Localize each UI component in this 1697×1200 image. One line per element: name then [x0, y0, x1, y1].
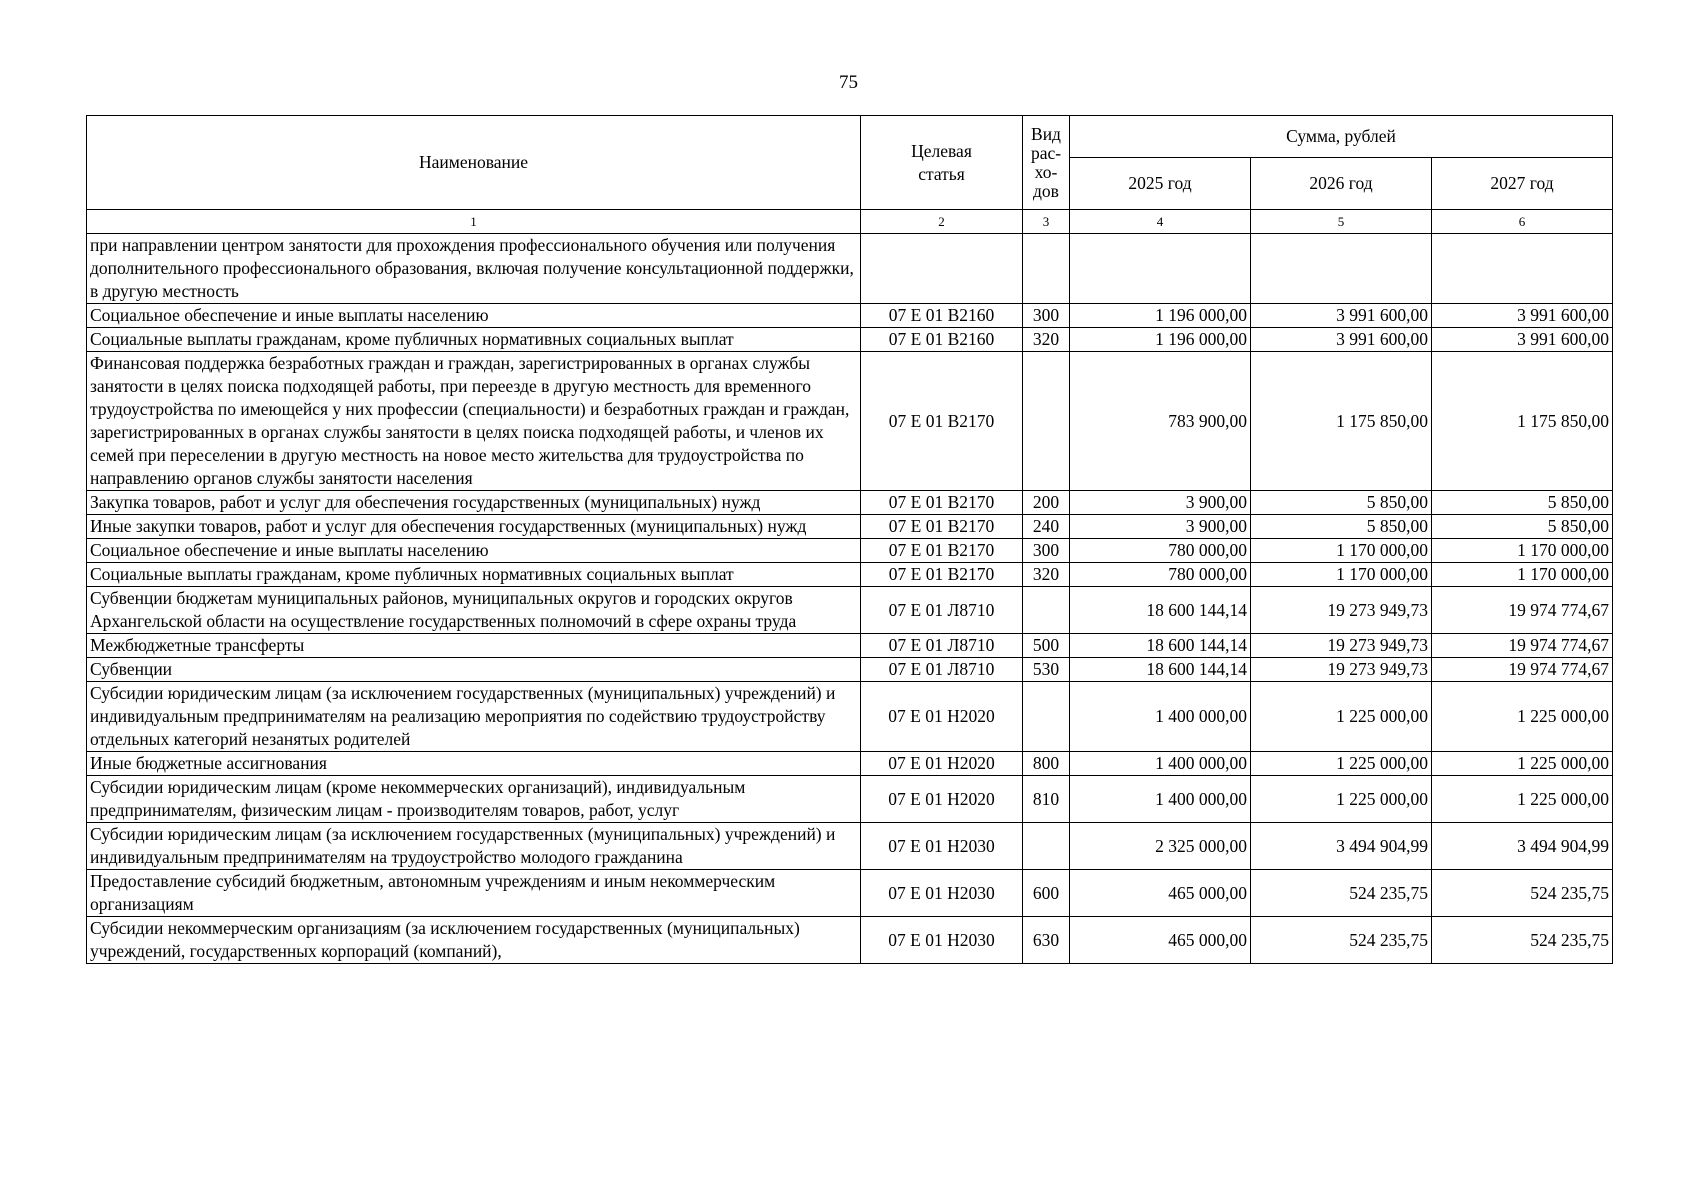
table-row: [87, 563, 1613, 587]
row-amount-2026: 3 494 904,99: [1251, 823, 1432, 870]
page-number: 75: [839, 72, 858, 93]
header-expense-kind: [1023, 116, 1070, 210]
row-expense-kind: 300: [1023, 539, 1070, 563]
row-name: Социальное обеспечение и иные выплаты населению: [87, 539, 861, 563]
header-target-line: Целевая: [911, 140, 972, 161]
row-target-article: 07 Е 01 В2170: [861, 515, 1023, 539]
row-amount-2026: 3 991 600,00: [1251, 304, 1432, 328]
row-expense-kind: 630: [1023, 917, 1070, 964]
row-name: Социальные выплаты гражданам, кроме публичных нормативных социальных выплат: [87, 563, 861, 587]
row-name: Финансовая поддержка безработных граждан и граждан, зарегистрированных в органах службы занятости в целях поиска подходящей работы, при переезде в другую местность для временного трудоустройства по имеющейся у них профессии (специальности) и безработных граждан и граждан, зарегистрированных в органах службы занятости в целях поиска подходящей работы, и членов их семей при переселении в другую местность на новое место жительства для трудоустройства по направлению органов службы занятости населения: [87, 352, 861, 491]
row-target-article: 07 Е 01 В2170: [861, 491, 1023, 515]
row-expense-kind: 320: [1023, 563, 1070, 587]
row-amount-2027: 3 494 904,99: [1432, 823, 1613, 870]
row-target-article: 07 Е 01 В2170: [861, 539, 1023, 563]
row-target-article: 07 Е 01 Н2020: [861, 682, 1023, 752]
row-target-article: 07 Е 01 Л8710: [861, 658, 1023, 682]
table-row: [87, 234, 1613, 304]
table-body: [87, 234, 1613, 964]
table-row: [87, 658, 1613, 682]
row-expense-kind: 810: [1023, 776, 1070, 823]
row-amount-2026: 19 273 949,73: [1251, 634, 1432, 658]
header-year-2025: 2025 год: [1070, 158, 1251, 210]
row-amount-2027: 1 225 000,00: [1432, 776, 1613, 823]
row-expense-kind: 530: [1023, 658, 1070, 682]
row-target-article: 07 Е 01 В2160: [861, 304, 1023, 328]
row-name: Субсидии юридическим лицам (за исключением государственных (муниципальных) учреждений) и индивидуальным предпринимателям на трудоустройство молодого гражданина: [87, 823, 861, 870]
table-row: [87, 634, 1613, 658]
row-amount-2027: 19 974 774,67: [1432, 634, 1613, 658]
row-amount-2027: 1 170 000,00: [1432, 563, 1613, 587]
row-amount-2026: 1 225 000,00: [1251, 682, 1432, 752]
row-name: Субвенции бюджетам муниципальных районов, муниципальных округов и городских округов Архангельской области на осуществление государственных полномочий в сфере охраны труда: [87, 587, 861, 634]
row-expense-kind: [1023, 352, 1070, 491]
table-row: [87, 304, 1613, 328]
row-amount-2025: [1070, 234, 1251, 304]
row-name: при направлении центром занятости для прохождения профессионального обучения или получения дополнительного профессионального образования, включая получение консультационной поддержки, в другую местность: [87, 234, 861, 304]
row-amount-2025: 3 900,00: [1070, 491, 1251, 515]
column-number: 3: [1023, 210, 1070, 234]
row-target-article: 07 Е 01 Н2030: [861, 823, 1023, 870]
row-amount-2026: 19 273 949,73: [1251, 587, 1432, 634]
row-amount-2027: 524 235,75: [1432, 917, 1613, 964]
row-expense-kind: 320: [1023, 328, 1070, 352]
row-expense-kind: 800: [1023, 752, 1070, 776]
row-expense-kind: 300: [1023, 304, 1070, 328]
row-expense-kind: 200: [1023, 491, 1070, 515]
row-expense-kind: [1023, 587, 1070, 634]
row-name: Иные бюджетные ассигнования: [87, 752, 861, 776]
header-target-line: статья: [918, 163, 965, 184]
row-expense-kind: 600: [1023, 870, 1070, 917]
column-number-row: [87, 210, 1613, 234]
row-amount-2027: 1 170 000,00: [1432, 539, 1613, 563]
row-amount-2027: [1432, 234, 1613, 304]
row-expense-kind: [1023, 682, 1070, 752]
budget-table: [86, 115, 1613, 964]
header-year-2026: 2026 год: [1251, 158, 1432, 210]
row-amount-2026: 3 991 600,00: [1251, 328, 1432, 352]
table-row: [87, 917, 1613, 964]
row-amount-2027: 5 850,00: [1432, 515, 1613, 539]
row-amount-2026: 524 235,75: [1251, 917, 1432, 964]
row-expense-kind: 500: [1023, 634, 1070, 658]
row-amount-2025: 18 600 144,14: [1070, 634, 1251, 658]
row-target-article: 07 Е 01 Н2030: [861, 917, 1023, 964]
row-target-article: 07 Е 01 В2170: [861, 563, 1023, 587]
row-name: Социальные выплаты гражданам, кроме публичных нормативных социальных выплат: [87, 328, 861, 352]
row-amount-2027: 5 850,00: [1432, 491, 1613, 515]
row-amount-2027: 3 991 600,00: [1432, 304, 1613, 328]
row-amount-2027: 19 974 774,67: [1432, 658, 1613, 682]
table-row: [87, 328, 1613, 352]
column-number: 2: [861, 210, 1023, 234]
row-amount-2025: 2 325 000,00: [1070, 823, 1251, 870]
table-row: [87, 776, 1613, 823]
header-kind-line: хо-: [1034, 161, 1058, 182]
row-amount-2025: 1 400 000,00: [1070, 776, 1251, 823]
row-amount-2025: 780 000,00: [1070, 563, 1251, 587]
row-amount-2025: 1 196 000,00: [1070, 328, 1251, 352]
row-amount-2025: 1 400 000,00: [1070, 752, 1251, 776]
row-name: Субвенции: [87, 658, 861, 682]
row-target-article: 07 Е 01 Л8710: [861, 634, 1023, 658]
row-name: Субсидии некоммерческим организациям (за исключением государственных (муниципальных) учреждений, государственных корпораций (компаний),: [87, 917, 861, 964]
table-row: [87, 752, 1613, 776]
row-expense-kind: [1023, 823, 1070, 870]
table-row: [87, 587, 1613, 634]
row-name: Иные закупки товаров, работ и услуг для обеспечения государственных (муниципальных) нужд: [87, 515, 861, 539]
row-target-article: 07 Е 01 Л8710: [861, 587, 1023, 634]
header-kind-line: дов: [1033, 180, 1059, 201]
column-number: 6: [1432, 210, 1613, 234]
header-name: Наименование: [87, 116, 861, 210]
row-amount-2025: 780 000,00: [1070, 539, 1251, 563]
row-amount-2026: 524 235,75: [1251, 870, 1432, 917]
row-target-article: 07 Е 01 Н2020: [861, 776, 1023, 823]
table-row: [87, 870, 1613, 917]
row-amount-2025: 465 000,00: [1070, 917, 1251, 964]
row-amount-2026: 5 850,00: [1251, 491, 1432, 515]
row-target-article: 07 Е 01 В2160: [861, 328, 1023, 352]
column-number: 1: [87, 210, 861, 234]
row-amount-2025: 783 900,00: [1070, 352, 1251, 491]
table-row: [87, 682, 1613, 752]
header-year-2027: 2027 год: [1432, 158, 1613, 210]
row-amount-2027: 1 225 000,00: [1432, 682, 1613, 752]
header-kind-line: Вид: [1031, 123, 1061, 144]
row-target-article: [861, 234, 1023, 304]
row-amount-2025: 465 000,00: [1070, 870, 1251, 917]
row-target-article: 07 Е 01 Н2020: [861, 752, 1023, 776]
row-name: Закупка товаров, работ и услуг для обеспечения государственных (муниципальных) нужд: [87, 491, 861, 515]
row-amount-2026: 5 850,00: [1251, 515, 1432, 539]
row-amount-2026: 19 273 949,73: [1251, 658, 1432, 682]
row-amount-2025: 18 600 144,14: [1070, 658, 1251, 682]
row-amount-2026: 1 170 000,00: [1251, 563, 1432, 587]
header-kind-line: рас-: [1030, 142, 1062, 163]
row-expense-kind: 240: [1023, 515, 1070, 539]
row-amount-2026: [1251, 234, 1432, 304]
row-amount-2026: 1 225 000,00: [1251, 776, 1432, 823]
row-amount-2027: 1 225 000,00: [1432, 752, 1613, 776]
row-name: Межбюджетные трансферты: [87, 634, 861, 658]
row-amount-2027: 19 974 774,67: [1432, 587, 1613, 634]
table-row: [87, 491, 1613, 515]
row-amount-2027: 3 991 600,00: [1432, 328, 1613, 352]
row-target-article: 07 Е 01 В2170: [861, 352, 1023, 491]
row-amount-2026: 1 225 000,00: [1251, 752, 1432, 776]
column-number: 5: [1251, 210, 1432, 234]
table-row: [87, 352, 1613, 491]
row-expense-kind: [1023, 234, 1070, 304]
row-name: Предоставление субсидий бюджетным, автономным учреждениям и иным некоммерческим организациям: [87, 870, 861, 917]
row-amount-2025: 3 900,00: [1070, 515, 1251, 539]
column-number: 4: [1070, 210, 1251, 234]
table-row: [87, 539, 1613, 563]
row-amount-2027: 1 175 850,00: [1432, 352, 1613, 491]
row-amount-2026: 1 170 000,00: [1251, 539, 1432, 563]
row-name: Социальное обеспечение и иные выплаты населению: [87, 304, 861, 328]
table-row: [87, 823, 1613, 870]
header-target-article: [861, 116, 1023, 210]
row-amount-2027: 524 235,75: [1432, 870, 1613, 917]
row-target-article: 07 Е 01 Н2030: [861, 870, 1023, 917]
row-amount-2026: 1 175 850,00: [1251, 352, 1432, 491]
row-amount-2025: 1 400 000,00: [1070, 682, 1251, 752]
row-name: Субсидии юридическим лицам (за исключением государственных (муниципальных) учреждений) и индивидуальным предпринимателям на реализацию мероприятия по содействию трудоустройству отдельных категорий незанятых родителей: [87, 682, 861, 752]
row-name: Субсидии юридическим лицам (кроме некоммерческих организаций), индивидуальным предпринимателям, физическим лицам - производителям товаров, работ, услуг: [87, 776, 861, 823]
table-row: [87, 515, 1613, 539]
header-sum: Сумма, рублей: [1070, 116, 1613, 158]
row-amount-2025: 18 600 144,14: [1070, 587, 1251, 634]
row-amount-2025: 1 196 000,00: [1070, 304, 1251, 328]
